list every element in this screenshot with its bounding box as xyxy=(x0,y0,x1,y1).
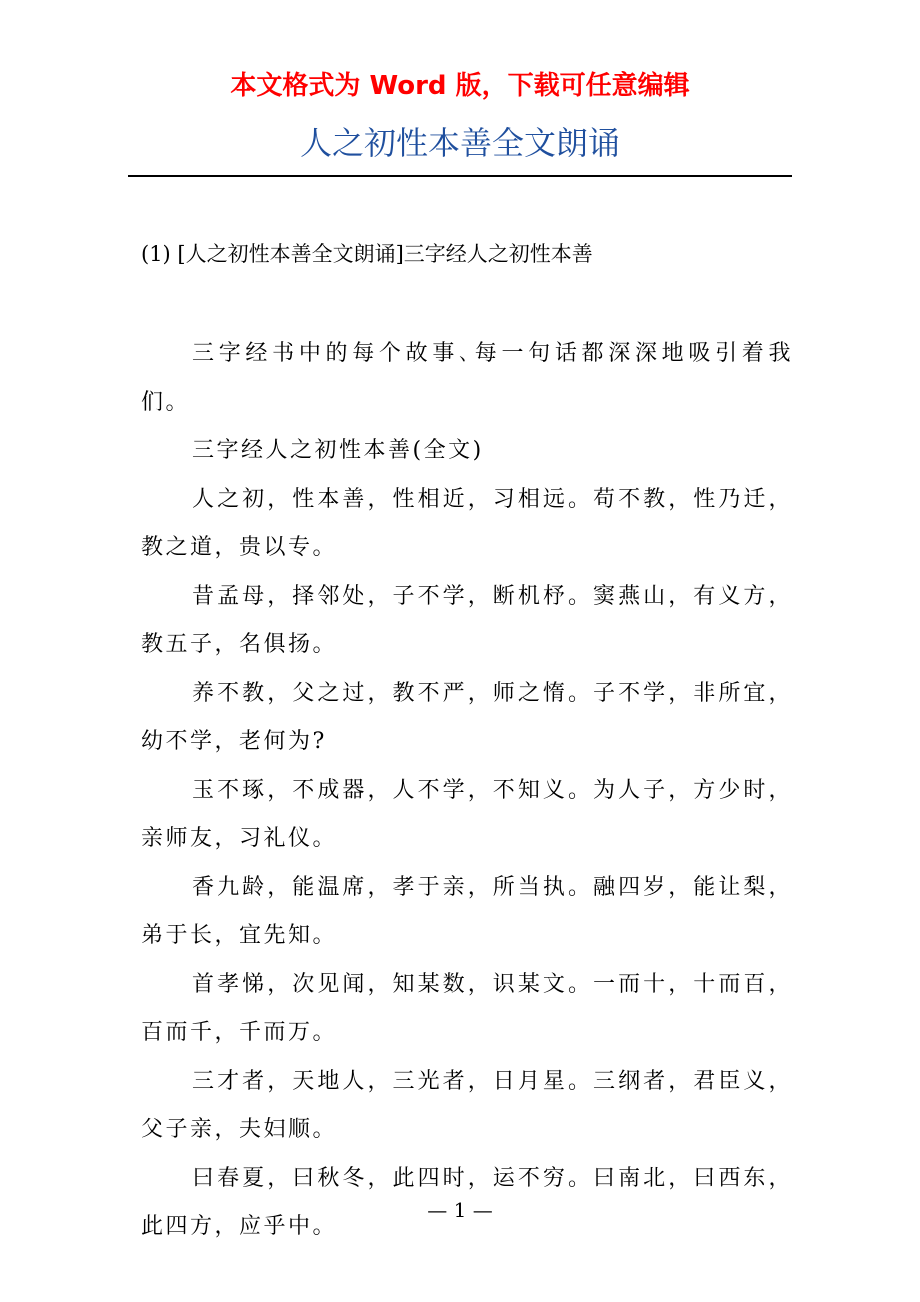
document-title: 人之初性本善全文朗诵 xyxy=(299,124,620,162)
paragraph-verse: 人之初，性本善，性相近，习相远。苟不教，性乃迁，教之道，贵以专。 xyxy=(141,486,793,560)
page-number: — 1 — xyxy=(427,1198,493,1222)
paragraph-verse: 昔孟母，择邻处，子不学，断机杼。窦燕山，有义方，教五子，名俱扬。 xyxy=(141,583,793,657)
section-heading: (1) [人之初性本善全文朗诵]三字经人之初性本善 xyxy=(141,242,593,266)
paragraph-verse: 香九龄，能温席，孝于亲，所当执。融四岁，能让梨，弟于长，宜先知。 xyxy=(141,874,793,948)
paragraph-intro: 三字经书中的每个故事､每一句话都深深地吸引着我们。 xyxy=(141,341,793,415)
format-banner: 本文格式为 Word 版，下载可任意编辑 xyxy=(230,71,690,101)
paragraph-verse: 玉不琢，不成器，人不学，不知义。为人子，方少时，亲师友，习礼仪。 xyxy=(141,777,793,851)
paragraph-subtitle: 三字经人之初性本善(全文) xyxy=(192,438,484,463)
paragraph-verse: 曰春夏，曰秋冬，此四时，运不穷。曰南北，曰西东，此四方，应乎中。 xyxy=(141,1165,793,1239)
title-divider xyxy=(128,175,792,177)
paragraph-verse: 养不教，父之过，教不严，师之惰。子不学，非所宜，幼不学，老何为? xyxy=(141,680,793,754)
body-text xyxy=(141,330,793,1252)
paragraph-verse: 首孝悌，次见闻，知某数，识某文。一而十，十而百，百而千，千而万。 xyxy=(141,971,793,1045)
paragraph-verse: 三才者，天地人，三光者，日月星。三纲者，君臣义，父子亲，夫妇顺。 xyxy=(141,1068,793,1142)
